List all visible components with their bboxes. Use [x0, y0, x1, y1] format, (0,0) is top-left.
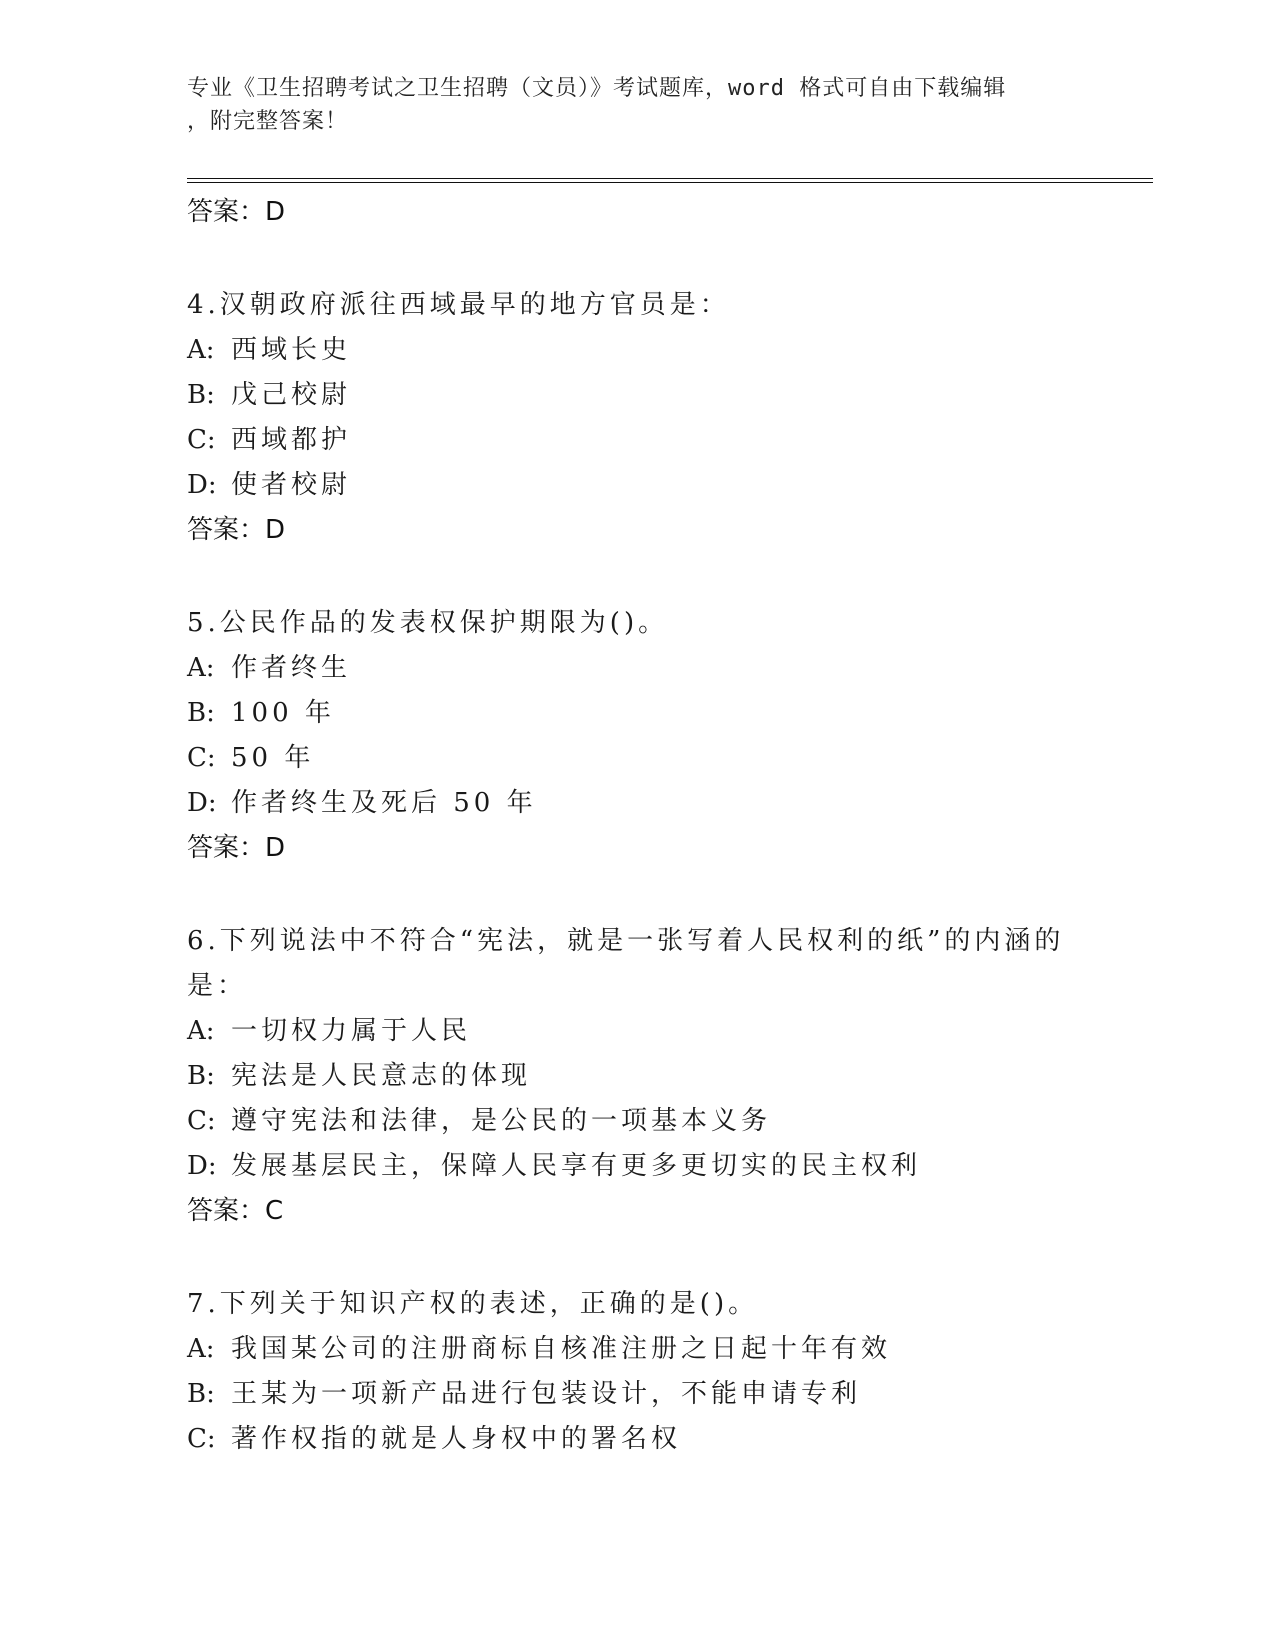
option-letter: A: — [187, 1016, 215, 1046]
option-letter: D: — [187, 470, 217, 500]
option-text: 我国某公司的注册商标自核准注册之日起十年有效 — [231, 1334, 892, 1364]
question-gap — [187, 871, 1147, 919]
option-item — [187, 418, 1147, 463]
document-header — [187, 72, 1087, 138]
option-letter: B: — [187, 380, 215, 410]
option-letter: A: — [187, 335, 215, 365]
option-text: 一切权力属于人民 — [231, 1016, 472, 1046]
option-item — [187, 1099, 1147, 1144]
question-block — [187, 283, 1147, 553]
option-text: 西域都护 — [231, 425, 352, 455]
option-letter: C: — [187, 743, 216, 773]
question-text: 是： — [187, 971, 248, 1001]
question-block — [187, 919, 1147, 1234]
answer-line: 答案：C — [187, 1196, 284, 1226]
header-line-2: ，附完整答案！ — [187, 109, 349, 134]
option-item — [187, 1372, 1147, 1417]
option-text: 王某为一项新产品进行包装设计，不能申请专利 — [231, 1379, 862, 1409]
option-item — [187, 373, 1147, 418]
question-gap — [187, 553, 1147, 601]
option-letter: A: — [187, 1334, 215, 1364]
option-text: 著作权指的就是人身权中的署名权 — [231, 1424, 682, 1454]
option-item — [187, 691, 1147, 736]
option-text: 戊己校尉 — [231, 380, 352, 410]
question-text: 6.下列说法中不符合“宪法，就是一张写着人民权利的纸”的内涵的 — [187, 926, 1065, 956]
option-text: 西域长史 — [231, 335, 352, 365]
question-block — [187, 1282, 1147, 1462]
question-text: 7.下列关于知识产权的表述，正确的是()。 — [187, 1289, 759, 1319]
question-block — [187, 601, 1147, 871]
option-item — [187, 646, 1147, 691]
option-letter: C: — [187, 1106, 216, 1136]
option-letter: B: — [187, 1061, 215, 1091]
option-letter: A: — [187, 653, 215, 683]
question-text: 4.汉朝政府派往西域最早的地方官员是： — [187, 290, 730, 320]
option-item — [187, 1054, 1147, 1099]
option-text: 作者终生 — [231, 653, 352, 683]
option-text: 50 年 — [231, 743, 315, 773]
option-letter: B: — [187, 1379, 215, 1409]
option-letter: C: — [187, 425, 216, 455]
answer-line: 答案：D — [187, 197, 286, 227]
option-text: 遵守宪法和法律，是公民的一项基本义务 — [231, 1106, 772, 1136]
option-text: 使者校尉 — [231, 470, 352, 500]
option-item — [187, 1327, 1147, 1372]
option-item — [187, 1144, 1147, 1189]
option-item — [187, 736, 1147, 781]
question-text: 5.公民作品的发表权保护期限为()。 — [187, 608, 669, 638]
option-item — [187, 463, 1147, 508]
header-divider — [187, 178, 1153, 183]
option-text: 发展基层民主，保障人民享有更多更切实的民主权利 — [231, 1151, 922, 1181]
option-text: 100 年 — [231, 698, 335, 728]
question-gap — [187, 1234, 1147, 1282]
option-letter: C: — [187, 1424, 216, 1454]
option-item — [187, 328, 1147, 373]
question-list — [187, 190, 1147, 1462]
header-line-1: 专业《卫生招聘考试之卫生招聘（文员）》考试题库，word 格式可自由下载编辑 — [187, 76, 1007, 101]
option-letter: D: — [187, 1151, 217, 1181]
option-item — [187, 1009, 1147, 1054]
option-text: 作者终生及死后 50 年 — [231, 788, 537, 818]
answer-line: 答案：D — [187, 515, 286, 545]
option-text: 宪法是人民意志的体现 — [231, 1061, 532, 1091]
option-letter: D: — [187, 788, 217, 818]
answer-line: 答案：D — [187, 833, 286, 863]
option-item — [187, 1417, 1147, 1462]
option-letter: B: — [187, 698, 215, 728]
question-gap — [187, 235, 1147, 283]
option-item — [187, 781, 1147, 826]
